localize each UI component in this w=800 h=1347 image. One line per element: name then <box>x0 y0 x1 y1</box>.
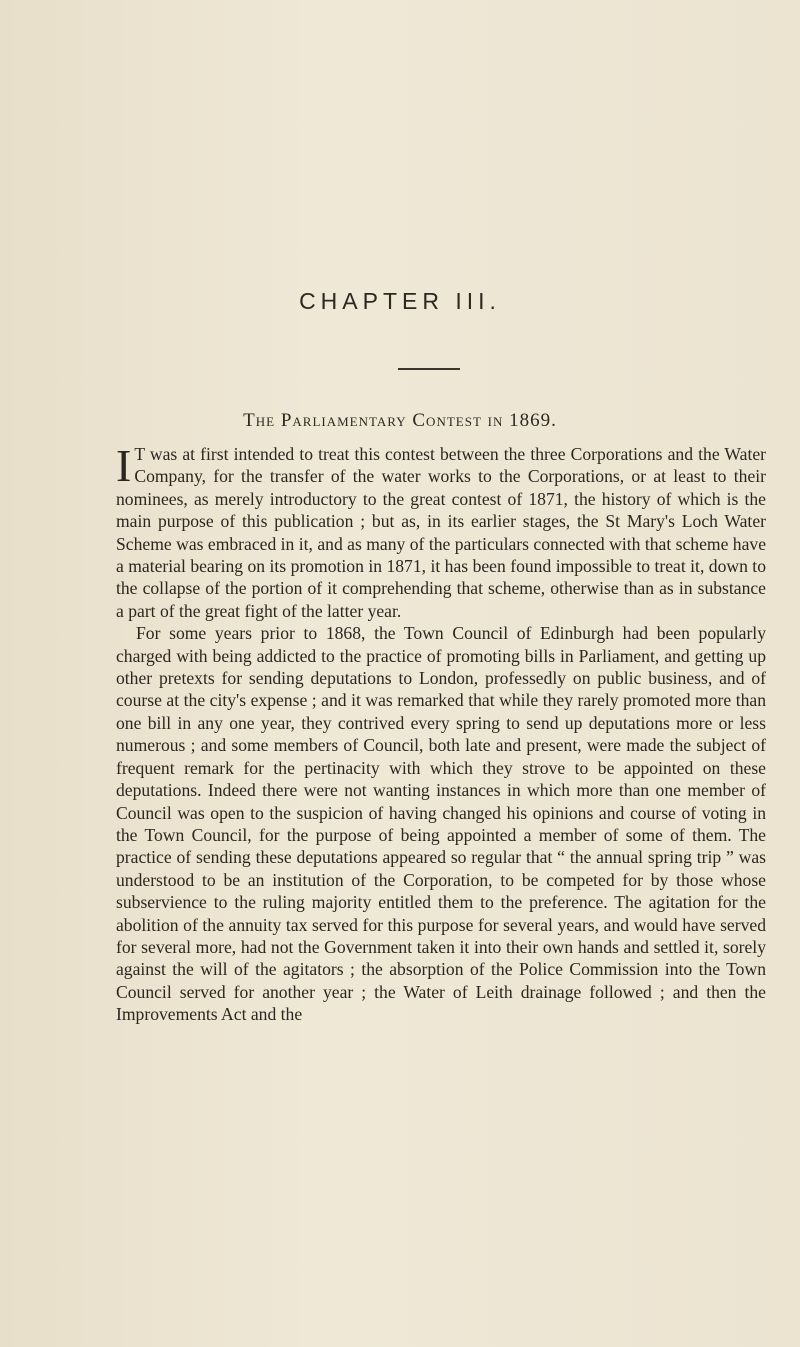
body-text <box>116 440 766 1026</box>
section-title: The Parliamentary Contest in 1869. <box>243 410 557 431</box>
paragraph-2 <box>116 622 766 1025</box>
heading-rule <box>398 368 460 370</box>
paragraph-1-text: T was at first intended to treat this contest between the three Corporations and the Water Company, for the transfer of the water works to the Corporations, or at least to their nominees, as merely introductory to the great contest of 1871, the history of which is the main purpose of this publication ; but as, in its earlier stages, the St Mary's Loch Water Scheme was embraced in it, and as many of the particulars connected with that scheme have a material bearing on its promotion in 1871, it has been found impossible to treat it, down to the collapse of the portion of it comprehending that scheme, otherwise than as in substance a part of the great fight of the latter year. <box>116 444 766 621</box>
drop-cap: I <box>116 440 132 491</box>
chapter-heading: CHAPTER III. <box>299 288 501 314</box>
paragraph-1 <box>116 440 766 622</box>
paragraph-2-text: For some years prior to 1868, the Town Council of Edinburgh had been popularly charged with being addicted to the practice of promoting bills in Parliament, and getting up other pretexts for sending deputations to London, professedly on public business, and of course at the city's expense ; and it was remarked that while they rarely promoted more than one bill in any one year, they contrived every spring to send up deputations more or less numerous ; and some members of Council, both late and present, were made the subject of frequent remark for the pertinacity with which they strove to be appointed on these deputations. Indeed there were not wanting instances in which more than one member of Council was open to the suspicion of having changed his opinions and course of voting in the Town Council, for the purpose of being appointed a member of some of them. The practice of sending these deputations appeared so regular that “ the annual spring trip ” was understood to be an institution of the Corporation, to be competed for by those whose subservience to the ruling majority entitled them to the preference. The agitation for the abolition of the annuity tax served for this purpose for several years, and would have served for several more, had not the Government taken it into their own hands and settled it, sorely against the will of the agitators ; the absorption of the Police Commission into the Town Council served for another year ; the Water of Leith drainage followed ; and then the Improvements Act and the <box>116 623 766 1025</box>
